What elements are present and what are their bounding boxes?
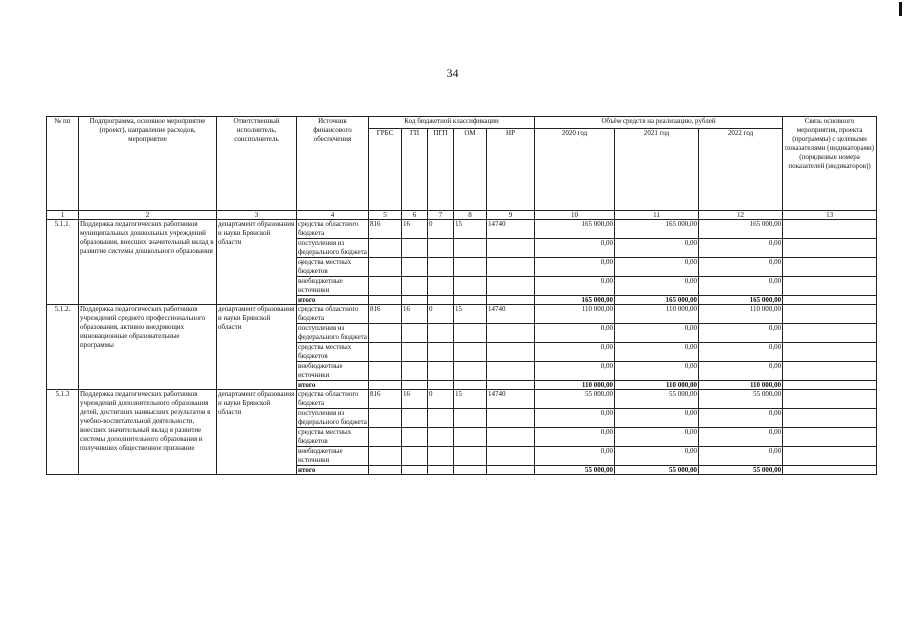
code-grbs [369,362,402,381]
amount-2022: 0,00 [699,277,783,296]
code-grbs: 816 [369,390,402,409]
source-name: внебюджетные источники [297,277,369,296]
total-2020: 55 000,00 [535,466,615,475]
total-label: итого [297,296,369,305]
source-row [47,305,877,324]
amount-2021: 110 000,00 [615,305,699,324]
link-indicators [783,428,877,447]
code-pgp [428,343,454,362]
total-2022: 55 000,00 [699,466,783,475]
code-gp [402,324,428,343]
code-gp: 16 [402,305,428,324]
code-gp [402,409,428,428]
source-row [47,220,877,239]
link-indicators [783,239,877,258]
code-pgp: 0 [428,390,454,409]
amount-2021: 0,00 [615,409,699,428]
source-name: средства местных бюджетов [297,428,369,447]
code-om [454,428,487,447]
column-number: 2 [79,211,217,220]
code-pgp [428,324,454,343]
code-pgp [428,239,454,258]
code-empty [487,466,535,475]
amount-2022: 0,00 [699,362,783,381]
row-number: 5.1.2. [47,305,79,390]
amount-2020: 0,00 [535,324,615,343]
header-grbs: ГРБС [369,129,402,211]
code-grbs [369,428,402,447]
total-2022: 110 000,00 [699,381,783,390]
code-om: 15 [454,390,487,409]
amount-2021: 165 000,00 [615,220,699,239]
amount-2020: 165 000,00 [535,220,615,239]
code-pgp: 0 [428,220,454,239]
code-nr [487,239,535,258]
source-name: средства местных бюджетов [297,258,369,277]
total-2021: 165 000,00 [615,296,699,305]
code-gp [402,239,428,258]
source-name: поступления из федерального бюджета [298,409,367,426]
link-indicators [783,466,877,475]
link-indicators [783,258,877,277]
amount-2022: 55 000,00 [699,390,783,409]
amount-2021: 0,00 [615,428,699,447]
code-nr [487,277,535,296]
link-indicators [783,381,877,390]
amount-2022: 0,00 [699,409,783,428]
amount-2022: 0,00 [699,324,783,343]
amount-2022: 165 000,00 [699,220,783,239]
header-year-2021: 2021 год [615,129,699,211]
source-name: средства областного бюджета [297,220,369,239]
row-responsible: департамент образования и науки Брянской области [217,390,297,475]
code-nr [487,428,535,447]
code-nr: 14740 [487,305,535,324]
code-grbs [369,277,402,296]
code-grbs [369,343,402,362]
row-title: Поддержка педагогических работников учреждений среднего профессионального образования, активно внедряющих инновационные образовательные программы [79,305,217,390]
link-indicators [783,305,877,324]
header-volume: Объём средств на реализацию, рублей [535,117,783,129]
code-gp: 16 [402,390,428,409]
link-indicators [783,277,877,296]
column-number: 13 [783,211,877,220]
amount-2020: 0,00 [535,343,615,362]
code-empty [428,381,454,390]
row-title: Поддержка педагогических работников муниципальных дошкольных учреждений образования, внесших значительный вклад в развитие системы дошкольного образования [79,220,217,305]
code-pgp [428,409,454,428]
source-name: поступления из федерального бюджета [298,324,367,341]
code-nr [487,447,535,466]
link-indicators [783,220,877,239]
code-nr [487,324,535,343]
total-2020: 110 000,00 [535,381,615,390]
code-empty [402,466,428,475]
total-2020: 165 000,00 [535,296,615,305]
code-om [454,343,487,362]
header-pgp: ПГП [428,129,454,211]
column-number: 10 [535,211,615,220]
code-gp [402,428,428,447]
link-indicators [783,296,877,305]
page-number: 34 [446,66,459,80]
code-om [454,277,487,296]
source-name: внебюджетные источники [297,362,369,381]
amount-2021: 0,00 [615,362,699,381]
code-empty [369,296,402,305]
code-om [454,447,487,466]
amount-2022: 0,00 [699,428,783,447]
code-nr [487,258,535,277]
column-number: 12 [699,211,783,220]
code-pgp [428,258,454,277]
column-number: 1 [47,211,79,220]
source-name: внебюджетные источники [297,447,369,466]
header-program: Подпрограмма, основное мероприятие (проект), направление расходов, мероприятие [79,117,217,211]
source-name: средства местных бюджетов [297,343,369,362]
code-gp [402,258,428,277]
total-label: итого [297,381,369,390]
header-year-2022: 2022 год [699,129,783,211]
budget-table [46,116,877,475]
code-empty [487,381,535,390]
code-pgp: 0 [428,305,454,324]
total-2021: 110 000,00 [615,381,699,390]
column-number: 4 [297,211,369,220]
row-responsible: департамент образования и науки Брянской области [217,220,297,305]
amount-2022: 110 000,00 [699,305,783,324]
amount-2020: 0,00 [535,258,615,277]
source-name: средства областного бюджета [297,390,369,409]
code-grbs [369,258,402,277]
amount-2020: 0,00 [535,409,615,428]
column-number: 3 [217,211,297,220]
code-nr: 14740 [487,390,535,409]
link-indicators [783,447,877,466]
code-om: 15 [454,220,487,239]
amount-2022: 0,00 [699,239,783,258]
amount-2021: 0,00 [615,258,699,277]
column-number-row [47,211,877,220]
amount-2021: 0,00 [615,239,699,258]
amount-2021: 0,00 [615,277,699,296]
code-om [454,324,487,343]
header-gp: ГП [402,129,428,211]
amount-2022: 0,00 [699,447,783,466]
code-gp [402,447,428,466]
code-empty [454,296,487,305]
code-om [454,362,487,381]
code-empty [402,296,428,305]
row-responsible: департамент образования и науки Брянской области [217,305,297,390]
column-number: 5 [369,211,402,220]
amount-2020: 110 000,00 [535,305,615,324]
code-empty [428,296,454,305]
code-grbs [369,447,402,466]
code-pgp [428,277,454,296]
code-empty [369,381,402,390]
code-gp [402,343,428,362]
header-responsible: Ответственный исполнитель, соисполнитель [217,117,297,211]
header-budget-code: Код бюджетной классификации [369,117,535,129]
code-pgp [428,362,454,381]
code-grbs: 816 [369,220,402,239]
header-source: Источник финансового обеспечения [297,117,369,211]
code-grbs [369,324,402,343]
header-nr: НР [487,129,535,211]
link-indicators [783,409,877,428]
link-indicators [783,362,877,381]
code-gp: 16 [402,220,428,239]
row-number: 5.1.1. [47,220,79,305]
code-empty [454,381,487,390]
code-pgp [428,447,454,466]
amount-2020: 0,00 [535,239,615,258]
header-num: № пп [47,117,79,211]
code-gp [402,362,428,381]
total-label: итого [297,466,369,475]
code-grbs: 816 [369,305,402,324]
code-om: 15 [454,305,487,324]
header-link: Связь основного мероприятия, проекта (программы) с целевыми показателями (индикаторами) (порядковые номера показателей (индикаторов)) [783,117,877,211]
amount-2021: 0,00 [615,324,699,343]
source-name: поступления из федерального бюджета [298,239,367,256]
code-nr [487,409,535,428]
code-empty [428,466,454,475]
amount-2020: 0,00 [535,428,615,447]
column-number: 8 [454,211,487,220]
code-nr: 14740 [487,220,535,239]
amount-2020: 0,00 [535,277,615,296]
code-om [454,239,487,258]
amount-2021: 0,00 [615,343,699,362]
code-nr [487,362,535,381]
code-gp [402,277,428,296]
source-name: средства областного бюджета [297,305,369,324]
amount-2021: 55 000,00 [615,390,699,409]
amount-2020: 0,00 [535,447,615,466]
column-number: 7 [428,211,454,220]
amount-2022: 0,00 [699,258,783,277]
code-pgp [428,428,454,447]
code-om [454,258,487,277]
row-title: Поддержка педагогических работников учреждений дополнительного образования детей, достигших наивысших результатов в учебно-воспитательной деятельности, внесших значительный вклад в развитие системы дополнительного образования и получивших общественное признание [79,390,217,475]
total-2021: 55 000,00 [615,466,699,475]
column-number: 9 [487,211,535,220]
code-grbs [369,239,402,258]
code-grbs [369,409,402,428]
code-nr [487,343,535,362]
amount-2021: 0,00 [615,447,699,466]
scan-edge-mark [899,2,902,16]
header-year-2020: 2020 год [535,129,615,211]
row-number: 5.1.3 [47,390,79,475]
code-om [454,409,487,428]
header-om: ОМ [454,129,487,211]
code-empty [402,381,428,390]
total-2022: 165 000,00 [699,296,783,305]
column-number: 11 [615,211,699,220]
column-number: 6 [402,211,428,220]
amount-2022: 0,00 [699,343,783,362]
amount-2020: 55 000,00 [535,390,615,409]
code-empty [487,296,535,305]
code-empty [369,466,402,475]
amount-2020: 0,00 [535,362,615,381]
source-row [47,390,877,409]
link-indicators [783,324,877,343]
link-indicators [783,343,877,362]
link-indicators [783,390,877,409]
code-empty [454,466,487,475]
